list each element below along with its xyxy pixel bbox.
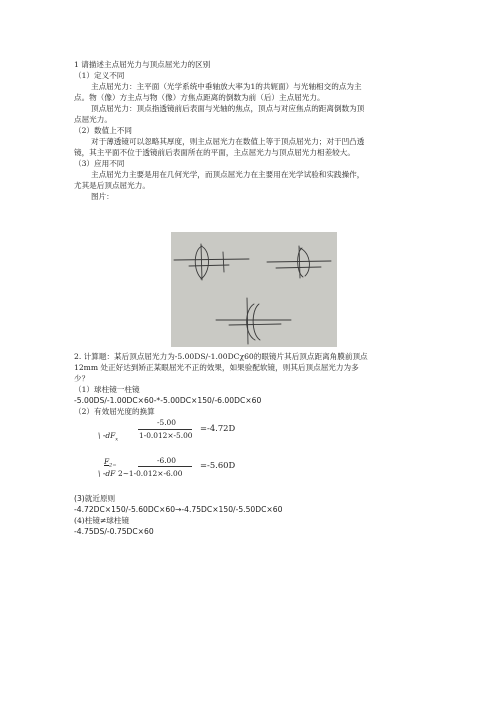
equation-1-denominator: 1-0.012×-5.00 — [139, 431, 193, 440]
equation-2-lhs-label: $F_{2=}$ — [104, 457, 117, 469]
equation-2-result: =-5.60D — [200, 460, 236, 470]
question-1-title: 1 请描述主点屈光力与顶点屈光力的区别 — [74, 60, 211, 69]
section-2-heading: （2）数值上不同 — [74, 126, 132, 135]
question-2-title-line-2: 12mm 处正好达到矫正某眼屈光不正的效果，如果验配软镜，则其后顶点屈光力为多 — [74, 363, 359, 372]
question-2-title-line-3: 少？ — [74, 374, 90, 383]
section-3-heading: （3）应用不同 — [74, 159, 125, 168]
step-2-heading: （2）有效屈光度的换算 — [74, 407, 155, 416]
step-1-formula: -5.00DS/-1.00DC×60-*-5.00DC×150/-6.00DC×60 — [74, 396, 262, 405]
equation-2-numerator: -6.00 — [157, 456, 176, 465]
application-line-2: 尤其是后顶点屈光力。 — [74, 181, 150, 190]
step-3-heading: (3)就近原则 — [74, 494, 116, 503]
equation-2-left-term: \ -dF — [98, 469, 116, 478]
application-line-1: 主点屈光力主要是用在几何光学，而顶点屈光力在主要用在光学试验和实践操作， — [91, 170, 365, 179]
lens-sketch-drawing — [171, 232, 337, 347]
equation-1-result: =-4.72D — [200, 423, 236, 433]
numeric-difference-line-2: 镜，其主平面不位于透镜前后表面所在的平面，主点屈光力与顶点屈光力相差较大。 — [74, 148, 355, 157]
step-3-formula: -4.72DC×150/-5.60DC×60→-4.75DC×150/-5.50DC×60 — [74, 505, 283, 514]
vertex-power-definition-line-1: 顶点屈光力：顶点指透镜前后表面与光轴的焦点，顶点与对应焦点的距离倒数为顶 — [91, 104, 365, 113]
step-4-formula: -4.75DS/-0.75DC×60 — [74, 527, 154, 536]
step-1-heading: （1）球柱镜一柱镜 — [74, 385, 140, 394]
vertex-power-definition-line-2: 点屈光力。 — [74, 115, 112, 124]
equation-2-denominator: 2~1-0.012×-6.00 — [118, 469, 183, 478]
equation-1-numerator: -5.00 — [157, 418, 176, 427]
equation-1-fraction-bar — [138, 429, 192, 430]
step-4-heading: (4)柱镜≠球柱镜 — [74, 516, 130, 525]
principal-power-definition-line-2: 点。物（像）方主点与物（像）方焦点距离的倒数为前（后）主点屈光力。 — [74, 93, 325, 102]
figure-label: 图片： — [91, 192, 114, 201]
question-2-title-line-1: 2. 计算题：某后顶点屈光力为-5.00DS/-1.00DCχ60的眼镜片其后顶点距离角膜前顶点 — [74, 352, 368, 361]
equation-2-fraction-bar — [138, 466, 192, 467]
numeric-difference-line-1: 对于薄透镜可以忽略其厚度，则主点屈光力在数值上等于顶点屈光力；对于凹凸透 — [91, 137, 365, 146]
lens-sketch-photo — [171, 232, 337, 347]
section-1-heading: （1）定义不同 — [74, 71, 125, 80]
equation-1-left-term: \ $-dF_x$ — [98, 431, 119, 443]
principal-power-definition-line-1: 主点屈光力：主平面（光学系统中垂轴放大率为1的共轭面）与光轴相交的点为主 — [91, 82, 362, 91]
